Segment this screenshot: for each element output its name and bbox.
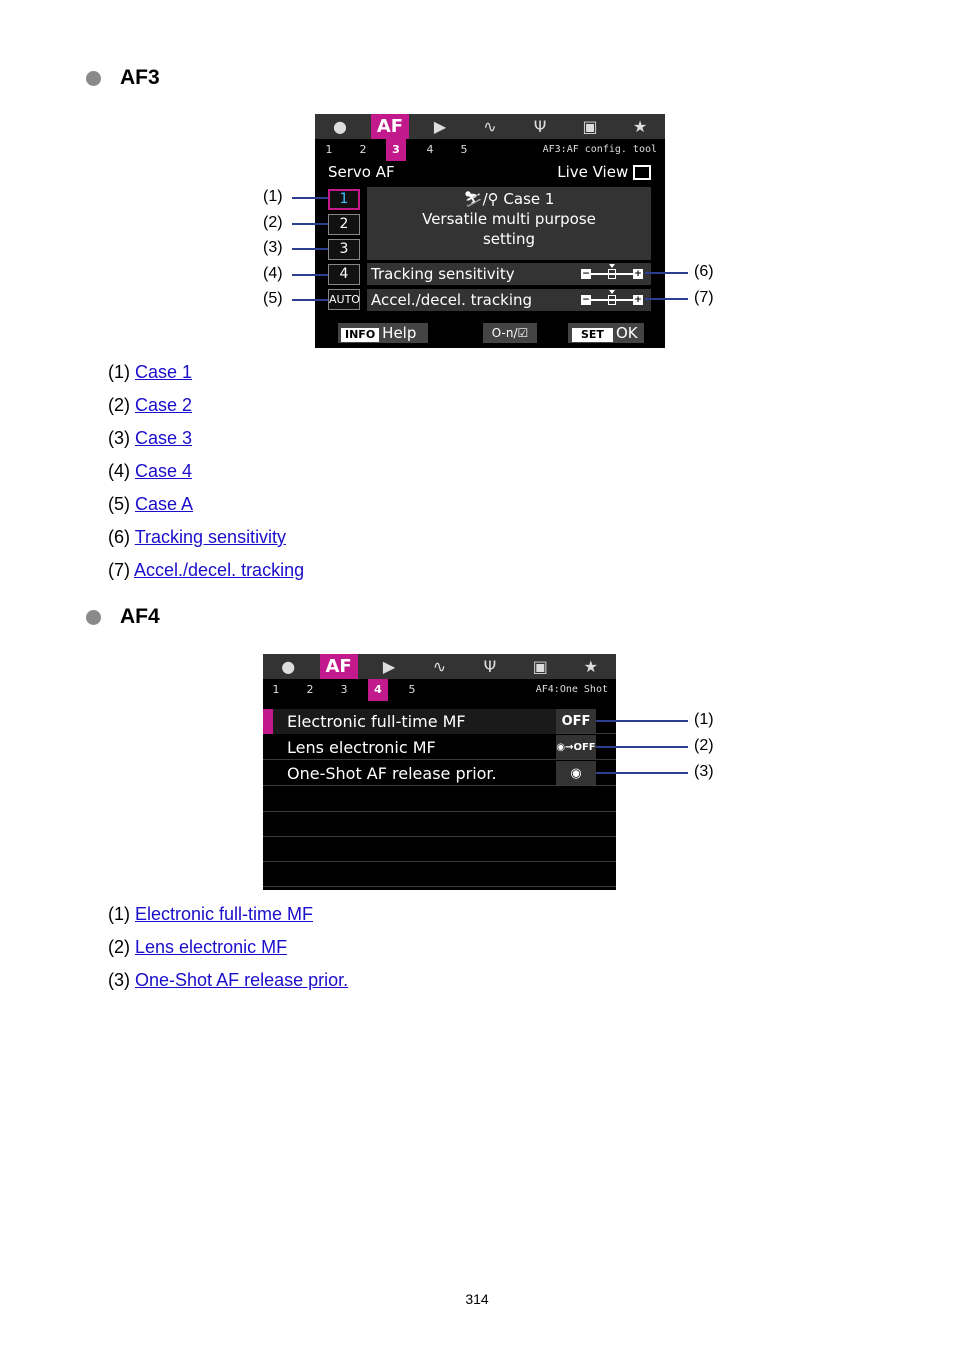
menu-item-label: Lens electronic MF	[287, 738, 436, 757]
info-help-button[interactable]	[338, 323, 428, 343]
case-4-link[interactable]: Case 4	[135, 461, 193, 481]
tab-shooting-icon[interactable]: ●	[281, 657, 296, 676]
af4-camera-screen	[263, 654, 616, 890]
af4-reference-list	[108, 898, 348, 997]
menu-item-label: One-Shot AF release prior.	[287, 764, 497, 783]
minus-icon: −	[582, 269, 590, 279]
lens-electronic-mf-link[interactable]: Lens electronic MF	[135, 937, 288, 957]
case-2-box[interactable]: 2	[328, 214, 360, 235]
empty-menu-row	[263, 837, 616, 862]
set-ok-button[interactable]	[568, 323, 644, 343]
case-subject-icon: ⛷/⚲	[463, 190, 504, 208]
electronic-full-time-mf-row[interactable]	[263, 709, 616, 734]
tracking-sensitivity-slider[interactable]	[581, 269, 643, 279]
bottom-button-bar	[315, 318, 665, 348]
list-item: (7) Accel./decel. tracking	[108, 560, 305, 580]
leader-line	[645, 272, 688, 274]
callout-3: (3)	[694, 763, 714, 780]
callout-2: (2)	[694, 737, 714, 754]
leader-line	[596, 746, 688, 748]
tab-af[interactable]: AF	[320, 654, 358, 679]
one-shot-af-release-prior-link[interactable]: One-Shot AF release prior.	[135, 970, 349, 990]
subtab-bar	[315, 139, 665, 161]
callout-3: (3)	[263, 239, 283, 256]
list-item: (5) Case A	[108, 494, 194, 514]
live-view-label: Live View	[557, 163, 651, 181]
electronic-full-time-mf-link[interactable]: Electronic full-time MF	[135, 904, 314, 924]
callout-6: (6)	[694, 263, 714, 280]
section-title: AF4	[120, 605, 160, 628]
tab-shooting-icon[interactable]: ●	[333, 117, 347, 136]
case-description-1: Versatile multi purpose	[422, 210, 596, 228]
help-label: Help	[382, 324, 417, 342]
tracking-sensitivity-link[interactable]: Tracking sensitivity	[134, 527, 287, 547]
tab-setup-icon[interactable]: Ψ	[483, 657, 497, 676]
case-3-box[interactable]: 3	[328, 239, 360, 260]
camera-icon	[633, 165, 651, 180]
case-name: Case 1	[503, 190, 555, 208]
tracking-sensitivity-row[interactable]	[367, 263, 651, 285]
list-item: (3) One-Shot AF release prior.	[108, 970, 349, 990]
af3-section-heading	[86, 66, 160, 90]
page-number: 314	[465, 1291, 489, 1307]
list-item: (4) Case 4	[108, 461, 193, 481]
menu-item-value: ◉→OFF	[556, 735, 596, 759]
subtab-2[interactable]: 2	[306, 683, 314, 696]
callout-2: (2)	[263, 214, 283, 231]
callout-5: (5)	[263, 290, 283, 307]
subtab-bar	[263, 679, 616, 701]
subtab-1[interactable]: 1	[272, 683, 280, 696]
plus-icon: +	[634, 295, 642, 305]
servo-af-label: Servo AF	[328, 163, 395, 181]
info-key: INFO	[341, 328, 379, 342]
case-a-link[interactable]: Case A	[135, 494, 194, 514]
subtab-4[interactable]: 4	[426, 143, 434, 156]
tab-af[interactable]: AF	[371, 114, 409, 139]
bullet-icon	[86, 71, 101, 86]
list-item: (1) Electronic full-time MF	[108, 904, 314, 924]
slider-pointer-icon	[609, 264, 615, 268]
leader-line	[596, 720, 688, 722]
lens-electronic-mf-row[interactable]	[263, 735, 616, 760]
set-key: SET	[572, 328, 613, 342]
slider-zero-mark	[608, 295, 616, 305]
tab-playback-icon[interactable]: ▶	[433, 117, 447, 136]
tab-setup-icon[interactable]: Ψ	[533, 117, 547, 136]
subtab-2[interactable]: 2	[359, 143, 367, 156]
subtab-4[interactable]: 4	[368, 679, 388, 701]
af4-section-heading	[86, 605, 160, 629]
bullet-icon	[86, 610, 101, 625]
param-label: Tracking sensitivity	[371, 265, 515, 283]
callout-1: (1)	[263, 188, 283, 205]
tab-mymenu-icon[interactable]: ★	[632, 117, 648, 136]
accel-decel-tracking-link[interactable]: Accel./decel. tracking	[134, 560, 305, 580]
minus-icon: −	[582, 295, 590, 305]
one-shot-af-release-prior-row[interactable]	[263, 761, 616, 786]
list-item: (6) Tracking sensitivity	[108, 527, 287, 547]
leader-line	[292, 248, 328, 250]
case-3-link[interactable]: Case 3	[135, 428, 193, 448]
tab-bar	[315, 114, 665, 139]
menu-item-value: OFF	[556, 709, 596, 733]
ok-label: OK	[615, 324, 638, 342]
slider-zero-mark	[608, 269, 616, 279]
protect-voice-memo-button[interactable]: O-n/☑	[483, 323, 537, 343]
tab-wireless-icon[interactable]: ∿	[432, 657, 447, 676]
tab-custom-icon[interactable]: ▣	[582, 117, 598, 136]
tab-mymenu-icon[interactable]: ★	[583, 657, 598, 676]
case-info-panel	[367, 187, 651, 260]
list-item: (3) Case 3	[108, 428, 193, 448]
case-4-box[interactable]: 4	[328, 264, 360, 285]
subtab-3[interactable]: 3	[340, 683, 348, 696]
empty-menu-row	[263, 787, 616, 812]
case-auto-box[interactable]: AUTO	[328, 289, 360, 310]
plus-icon: +	[634, 269, 642, 279]
leader-line	[596, 772, 688, 774]
leader-line	[645, 298, 688, 300]
case-1-link[interactable]: Case 1	[135, 362, 193, 382]
callout-1: (1)	[694, 711, 714, 728]
focus-priority-icon: ◉	[556, 761, 596, 785]
leader-line	[292, 299, 328, 301]
leader-line	[292, 197, 328, 199]
subtab-5[interactable]: 5	[460, 143, 468, 156]
param-label: Accel./decel. tracking	[371, 291, 533, 309]
empty-menu-row	[263, 812, 616, 837]
tab-custom-icon[interactable]: ▣	[532, 657, 548, 676]
accel-decel-slider[interactable]	[581, 295, 643, 305]
subtab-3[interactable]: 3	[386, 139, 406, 161]
tab-wireless-icon[interactable]: ∿	[483, 117, 497, 136]
callout-4: (4)	[263, 265, 283, 282]
af3-camera-screen	[315, 114, 665, 348]
leader-line	[292, 223, 328, 225]
case-1-box[interactable]: 1	[328, 189, 360, 210]
subtab-title: AF4:One Shot	[535, 684, 608, 695]
accel-decel-tracking-row[interactable]	[367, 289, 651, 311]
menu-item-label: Electronic full-time MF	[287, 712, 466, 731]
af3-reference-list	[108, 356, 304, 587]
subtab-1[interactable]: 1	[325, 143, 333, 156]
list-item: (2) Lens electronic MF	[108, 937, 288, 957]
section-title: AF3	[120, 66, 160, 89]
list-item: (2) Case 2	[108, 395, 193, 415]
case-description-2: setting	[482, 230, 535, 248]
case-2-link[interactable]: Case 2	[135, 395, 193, 415]
subtab-title: AF3:AF config. tool	[542, 144, 657, 155]
subtab-5[interactable]: 5	[408, 683, 416, 696]
tab-playback-icon[interactable]: ▶	[382, 657, 396, 676]
tab-bar	[263, 654, 616, 679]
leader-line	[292, 274, 328, 276]
empty-menu-row	[263, 862, 616, 887]
selection-marker	[263, 709, 273, 734]
slider-pointer-icon	[609, 290, 615, 294]
list-item: (1) Case 1	[108, 362, 193, 382]
callout-7: (7)	[694, 289, 714, 306]
